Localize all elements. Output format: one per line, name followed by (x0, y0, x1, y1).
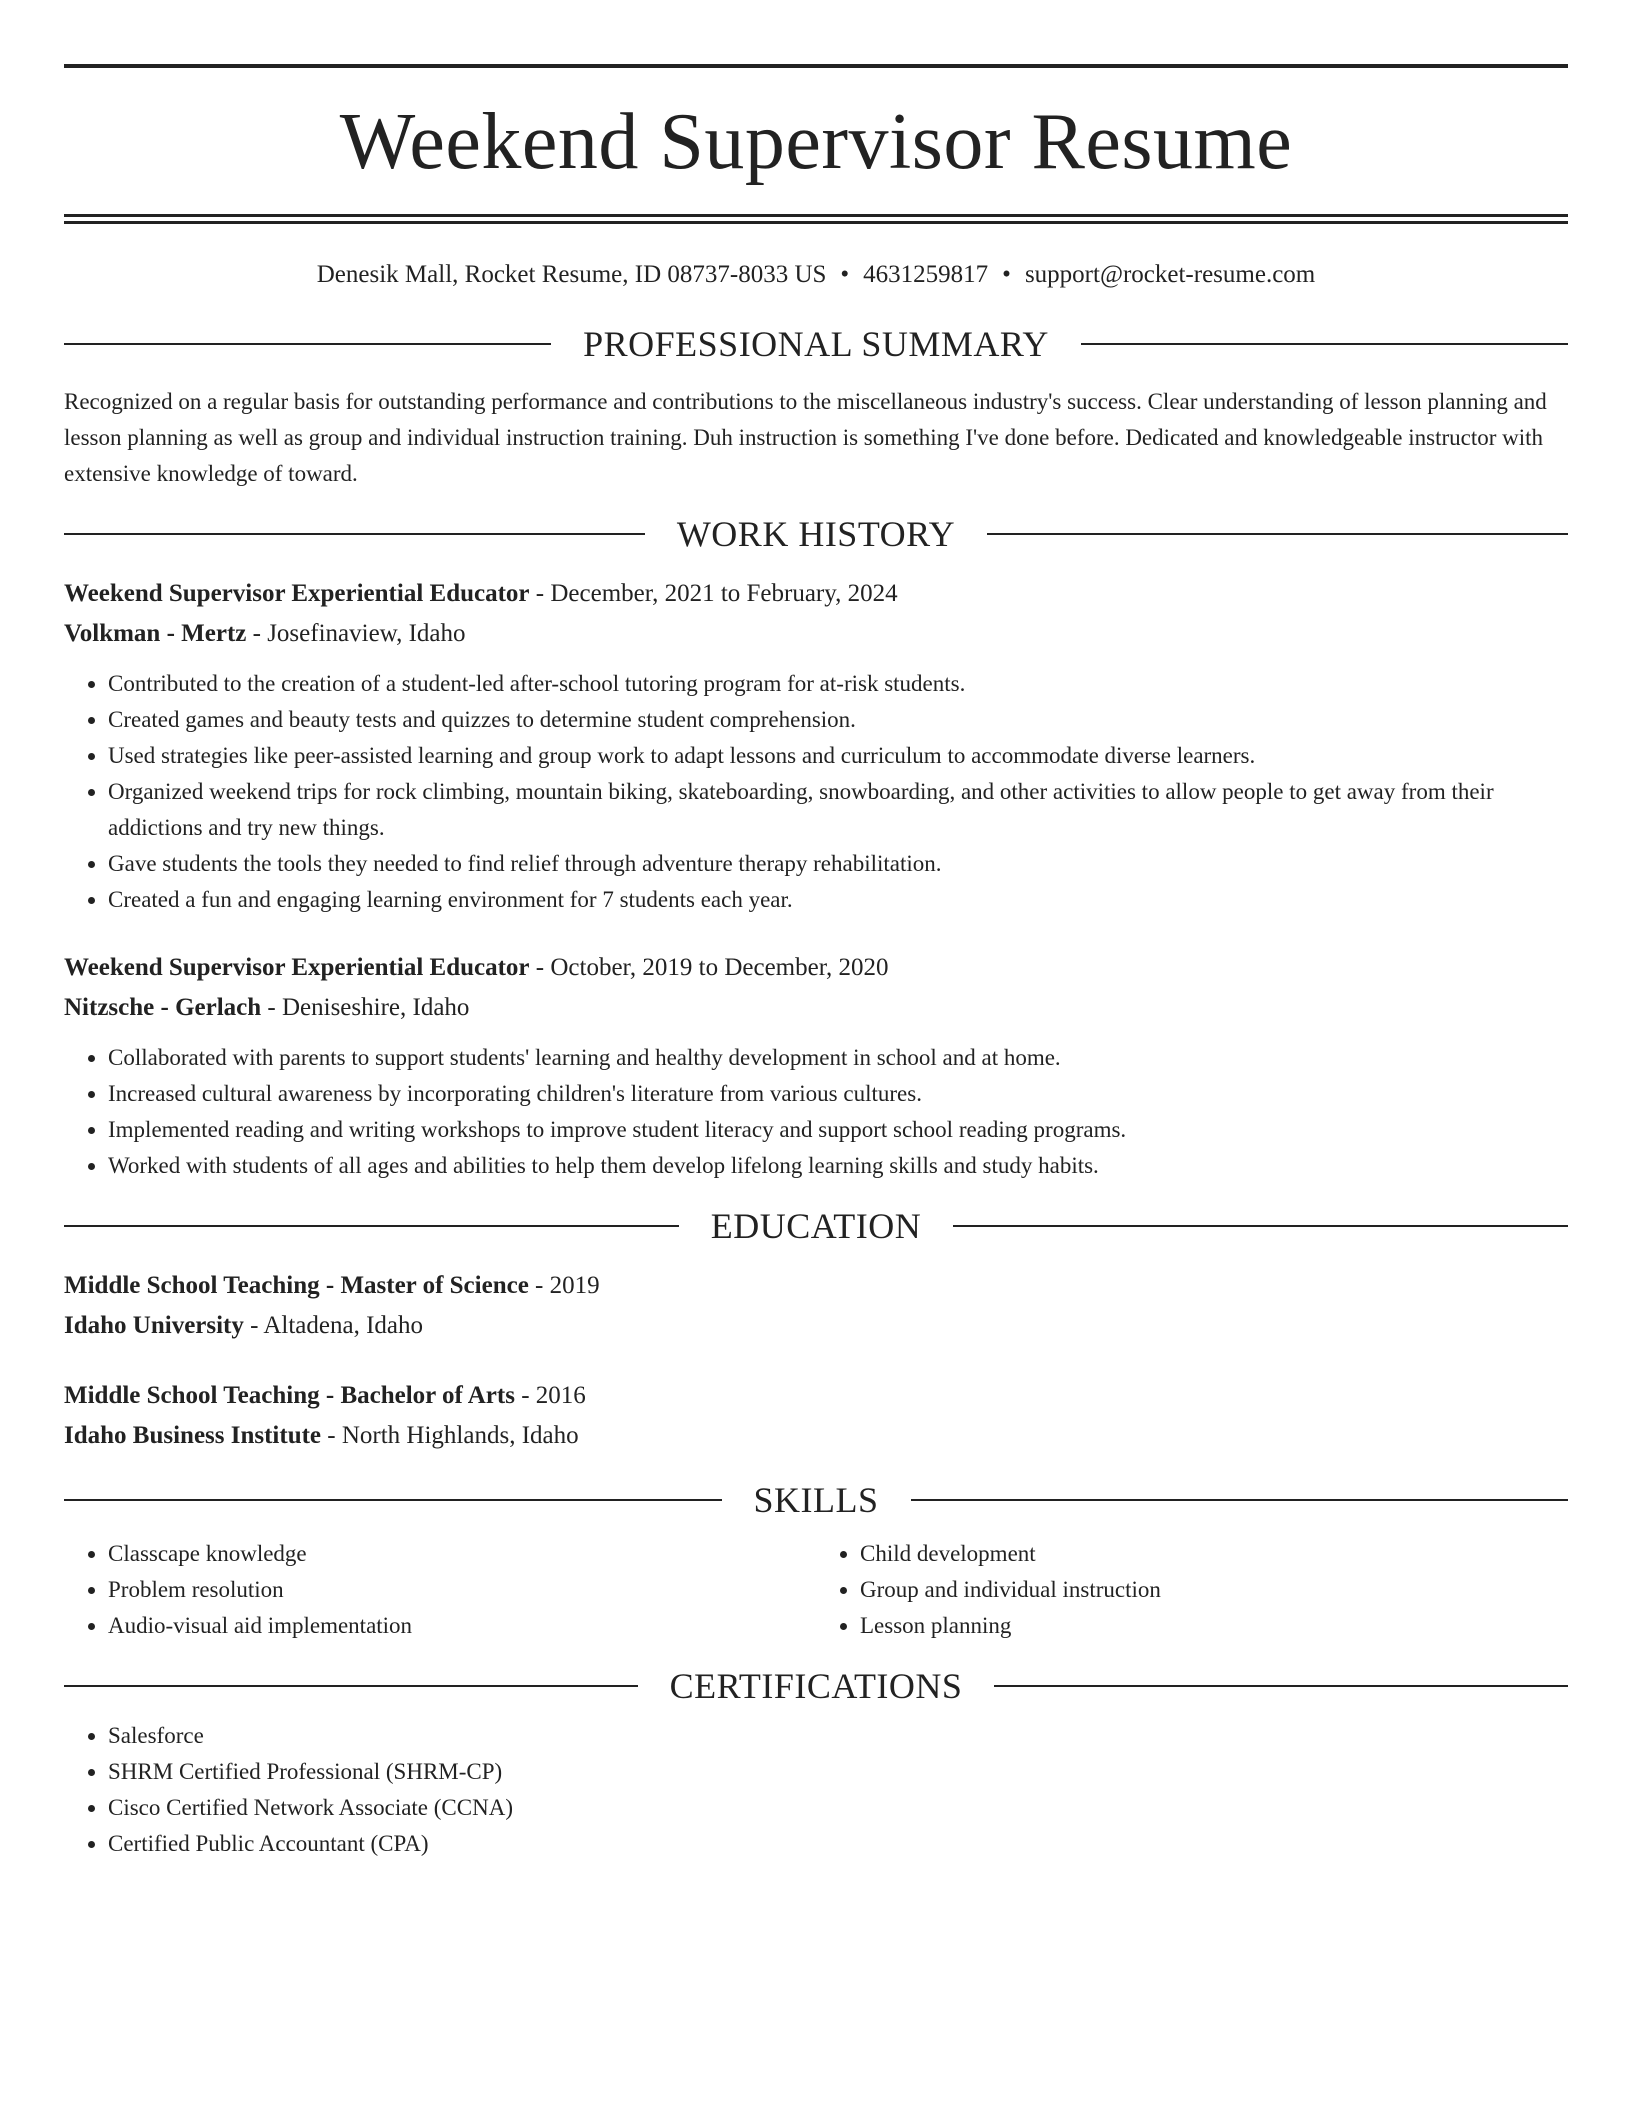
contact-separator: • (840, 261, 850, 288)
section-rule (911, 1499, 1569, 1501)
list-item: • Worked with students of all ages and abilities to help them develop lifelong learning skills and study habits. (108, 1148, 1568, 1184)
education-location: - Altadena, Idaho (243, 1312, 423, 1339)
section-title-skills: SKILLS (753, 1480, 879, 1520)
list-item: • Certified Public Accountant (CPA) (108, 1826, 1568, 1862)
job-title: Weekend Supervisor Experiential Educator (64, 580, 530, 607)
job-dates: - December, 2021 to February, 2024 (529, 580, 898, 607)
education-location: - North Highlands, Idaho (321, 1422, 579, 1449)
education-degree: Middle School Teaching - Master of Science (64, 1272, 529, 1299)
list-item: • Organized weekend trips for rock climbing, mountain biking, skateboarding, snowboarding, and other activities to allow people to get away from their addictions and try new things. (108, 774, 1568, 846)
section-rule (994, 1685, 1568, 1687)
section-title-summary: PROFESSIONAL SUMMARY (583, 324, 1049, 364)
education-school: Idaho University (64, 1312, 244, 1339)
list-item: • Group and individual instruction (860, 1572, 1568, 1608)
section-header-summary (64, 324, 1568, 364)
job-company: Nitzsche - Gerlach (64, 994, 262, 1021)
job-location: - Josefinaview, Idaho (246, 620, 466, 647)
job-entry (64, 574, 1568, 918)
skills-grid (64, 1536, 1568, 1644)
skills-column-left (64, 1536, 816, 1644)
section-title-work: WORK HISTORY (676, 514, 956, 554)
job-title: Weekend Supervisor Experiential Educator (64, 954, 530, 981)
list-item: • SHRM Certified Professional (SHRM-CP) (108, 1754, 1568, 1790)
education-degree-line (64, 1376, 1568, 1416)
section-rule (64, 343, 551, 345)
certifications-list (64, 1718, 1568, 1862)
job-title-line (64, 574, 1568, 614)
education-degree-line (64, 1266, 1568, 1306)
top-rule (64, 64, 1568, 68)
resume-title: Weekend Supervisor Resume (339, 98, 1293, 186)
job-company-line (64, 988, 1568, 1028)
contact-line (64, 260, 1568, 290)
job-company-line (64, 614, 1568, 654)
summary-text: Recognized on a regular basis for outstanding performance and contributions to the miscellaneous industry's success. Clear understanding of lesson planning and lesson planning as well as group and individual instruction training. Duh instruction is something I've done before. Dedicated and knowledgeable instructor with extensive knowledge of toward. (64, 389, 1547, 486)
section-header-skills (64, 1480, 1568, 1520)
section-rule (953, 1225, 1568, 1227)
list-item: • Implemented reading and writing workshops to improve student literacy and support school reading programs. (108, 1112, 1568, 1148)
section-rule (64, 533, 645, 535)
education-degree: Middle School Teaching - Bachelor of Arts (64, 1382, 515, 1409)
education-school: Idaho Business Institute (64, 1422, 322, 1449)
section-header-work (64, 514, 1568, 554)
list-item: • Created games and beauty tests and quizzes to determine student comprehension. (108, 702, 1568, 738)
contact-email: support@rocket-resume.com (1024, 261, 1316, 288)
section-header-education (64, 1206, 1568, 1246)
list-item: • Audio-visual aid implementation (108, 1608, 816, 1644)
education-school-line (64, 1416, 1568, 1456)
section-rule (64, 1685, 638, 1687)
list-item: • Classcape knowledge (108, 1536, 816, 1572)
section-title-education: EDUCATION (710, 1206, 922, 1246)
section-header-certifications (64, 1666, 1568, 1706)
list-item: • Collaborated with parents to support students' learning and healthy development in school and at home. (108, 1040, 1568, 1076)
list-item: • Increased cultural awareness by incorporating children's literature from various cultures. (108, 1076, 1568, 1112)
contact-address: Denesik Mall, Rocket Resume, ID 08737-8033 US (316, 261, 827, 288)
list-item: • Gave students the tools they needed to find relief through adventure therapy rehabilitation. (108, 846, 1568, 882)
education-entry (64, 1266, 1568, 1346)
education-entry (64, 1376, 1568, 1456)
title-double-rule (64, 214, 1568, 224)
list-item: • Cisco Certified Network Associate (CCNA) (108, 1790, 1568, 1826)
job-bullets (64, 666, 1568, 918)
list-item: • Created a fun and engaging learning environment for 7 students each year. (108, 882, 1568, 918)
contact-separator: • (1002, 261, 1011, 288)
section-rule (987, 533, 1568, 535)
list-item: • Problem resolution (108, 1572, 816, 1608)
job-entry (64, 948, 1568, 1184)
job-location: - Deniseshire, Idaho (261, 994, 470, 1021)
section-title-certifications: CERTIFICATIONS (669, 1666, 963, 1706)
contact-phone: 4631259817 (863, 261, 989, 288)
job-dates: - October, 2019 to December, 2020 (529, 954, 889, 981)
list-item: • Used strategies like peer-assisted learning and group work to adapt lessons and curriculum to accommodate diverse learners. (108, 738, 1568, 774)
list-item: • Contributed to the creation of a student-led after-school tutoring program for at-risk students. (108, 666, 1568, 702)
section-rule (1081, 343, 1568, 345)
job-title-line (64, 948, 1568, 988)
section-rule (64, 1499, 722, 1501)
education-school-line (64, 1306, 1568, 1346)
job-bullets (64, 1040, 1568, 1184)
education-year: - 2019 (528, 1272, 600, 1299)
list-item: • Lesson planning (860, 1608, 1568, 1644)
section-rule (64, 1225, 679, 1227)
job-company: Volkman - Mertz (64, 620, 247, 647)
skills-column-right (816, 1536, 1568, 1644)
list-item: • Child development (860, 1536, 1568, 1572)
education-year: - 2016 (514, 1382, 586, 1409)
list-item: • Salesforce (108, 1718, 1568, 1754)
